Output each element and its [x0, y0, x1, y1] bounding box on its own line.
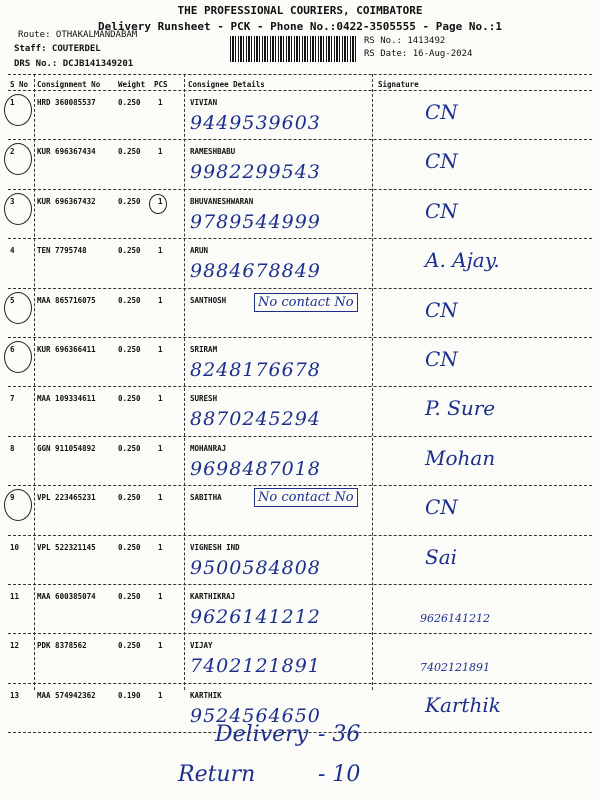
rs-number: RS No.: 1413492 [364, 36, 446, 46]
row-consignment: KUR 696367434 [37, 147, 96, 157]
row-pcs: 1 [158, 345, 163, 354]
row-separator [8, 386, 592, 387]
row-phone: 8248176678 [190, 359, 321, 381]
row-consignment: HRD 360085537 [37, 98, 96, 107]
row-signature: CN [425, 347, 458, 371]
row-pcs: 1 [158, 394, 163, 404]
no-contact-stamp: No contact No [254, 488, 358, 507]
row-consignee-name: SANTHOSH [190, 295, 227, 305]
row-sno: 2 [10, 147, 15, 157]
col-weight: Weight [118, 80, 146, 89]
row-consignment: MAA 865716075 [37, 295, 96, 305]
row-signature: P. Sure [425, 396, 496, 421]
row-separator [8, 584, 592, 585]
table-row [0, 240, 600, 292]
col-sno: S No [10, 80, 29, 89]
row-consignee-name: RAMESHBABU [190, 147, 236, 157]
row-phone: 8870245294 [190, 408, 321, 431]
return-label: Return [178, 762, 256, 787]
row-separator [8, 238, 592, 239]
row-signature: 9626141212 [420, 612, 490, 625]
row-sno: 10 [10, 542, 20, 552]
row-weight: 0.250 [118, 345, 141, 354]
row-separator [8, 633, 592, 634]
row-consignee-name: KARTHIKRAJ [190, 592, 236, 601]
row-weight: 0.250 [118, 542, 141, 552]
row-pcs: 1 [158, 690, 163, 700]
row-separator [8, 436, 592, 437]
row-separator [8, 139, 592, 140]
table-row [0, 635, 600, 687]
row-weight: 0.250 [118, 98, 141, 107]
row-phone: 9626141212 [190, 606, 321, 628]
table-row [0, 487, 600, 539]
row-pcs: 1 [158, 641, 163, 651]
row-signature: CN [425, 297, 458, 322]
row-separator [8, 288, 592, 289]
row-consignment: MAA 574942362 [37, 690, 96, 700]
no-contact-stamp: No contact No [254, 293, 358, 312]
row-phone: 9698487018 [190, 457, 321, 480]
row-weight: 0.250 [118, 592, 141, 601]
staff-text: Staff: COUTERDEL [14, 44, 101, 54]
row-signature: CN [425, 149, 458, 174]
row-separator [8, 189, 592, 190]
return-count: - 10 [318, 762, 361, 787]
row-phone: 9524564650 [190, 704, 321, 727]
row-pcs: 1 [158, 295, 163, 305]
row-pcs: 1 [158, 147, 163, 157]
row-consignee-name: SABITHA [190, 493, 222, 503]
row-phone: 9884678849 [190, 260, 321, 283]
row-signature: Karthik [425, 692, 501, 717]
row-separator [8, 337, 592, 338]
row-sno: 5 [10, 295, 15, 305]
handwritten-circle-mark [4, 489, 32, 521]
row-signature: CN [425, 495, 458, 520]
row-consignee-name: VIGNESH IND [190, 542, 240, 552]
table-row [0, 438, 600, 490]
route-text: Route: OTHAKALMANDABAM [18, 30, 138, 40]
row-weight: 0.250 [118, 246, 141, 256]
row-consignment: KUR 696366411 [37, 345, 96, 354]
row-signature: CN [425, 198, 458, 223]
row-sno: 8 [10, 443, 15, 453]
row-consignment: GGN 911054892 [37, 443, 96, 453]
row-sno: 6 [10, 345, 15, 354]
col-pcs: PCS [154, 80, 168, 89]
row-phone: 9500584808 [190, 556, 321, 579]
row-signature: A. Ajay. [425, 248, 500, 273]
row-consignee-name: SURESH [190, 394, 218, 404]
row-phone: 9449539603 [190, 112, 321, 134]
row-sno: 3 [10, 196, 15, 206]
row-consignee-name: VIJAY [190, 641, 213, 651]
row-signature: Mohan [425, 445, 496, 470]
row-weight: 0.250 [118, 493, 141, 503]
row-separator [8, 683, 592, 684]
col-signature: Signature [378, 80, 419, 89]
row-sno: 13 [10, 690, 20, 700]
row-weight: 0.250 [118, 147, 141, 157]
row-weight: 0.250 [118, 295, 141, 305]
table-row [0, 586, 600, 638]
row-consignee-name: ARUN [190, 246, 209, 256]
row-weight: 0.190 [118, 690, 141, 700]
row-separator [8, 485, 592, 486]
row-separator [8, 535, 592, 536]
row-phone: 7402121891 [190, 655, 321, 678]
row-weight: 0.250 [118, 443, 141, 453]
row-consignee-name: MOHANRAJ [190, 443, 227, 453]
table-row [0, 388, 600, 440]
header-rule-bottom [8, 90, 592, 91]
handwritten-circle-mark [4, 94, 32, 126]
row-consignment: MAA 600385074 [37, 592, 96, 601]
table-row [0, 191, 600, 243]
table-row [0, 141, 600, 193]
row-sno: 11 [10, 592, 20, 601]
row-consignment: TEN 7795748 [37, 246, 87, 256]
row-weight: 0.250 [118, 196, 141, 206]
row-weight: 0.250 [118, 394, 141, 404]
row-phone: 9982299543 [190, 161, 321, 184]
handwritten-circle-mark [4, 193, 32, 225]
handwritten-circle-mark [4, 341, 32, 373]
header-rule-top [8, 74, 592, 75]
row-sno: 9 [10, 493, 15, 503]
row-pcs: 1 [158, 246, 163, 256]
row-consignment: VPL 223465231 [37, 493, 96, 503]
row-sno: 1 [10, 98, 15, 107]
row-pcs: 1 [158, 542, 163, 552]
handwritten-circle-mark [4, 292, 32, 324]
row-pcs: 1 [158, 98, 163, 107]
row-consignee-name: KARTHIK [190, 690, 222, 700]
row-weight: 0.250 [118, 641, 141, 651]
delivery-count: - 36 [318, 722, 361, 747]
table-row [0, 290, 600, 342]
row-consignment: KUR 696367432 [37, 196, 96, 206]
handwritten-circle-mark [149, 194, 167, 214]
table-row [0, 537, 600, 589]
row-consignment: VPL 522321145 [37, 542, 96, 552]
table-row [0, 92, 600, 144]
drs-number: DRS No.: DCJB141349201 [14, 59, 134, 69]
row-pcs: 1 [158, 592, 163, 601]
col-consignment: Consignment No [37, 80, 101, 89]
row-sno: 7 [10, 394, 15, 404]
row-consignee-name: BHUVANESHWARAN [190, 196, 254, 206]
row-consignment: PDK 8378562 [37, 641, 87, 651]
row-consignee-name: SRIRAM [190, 345, 218, 354]
row-consignee-name: VIVIAN [190, 98, 218, 107]
rs-date: RS Date: 16-Aug-2024 [364, 49, 473, 59]
col-consignee: Consignee Details [188, 80, 265, 89]
row-signature: CN [425, 100, 458, 124]
company-title: THE PROFESSIONAL COURIERS, COIMBATORE [177, 4, 423, 17]
row-pcs: 1 [158, 196, 163, 206]
delivery-label: Delivery [215, 722, 309, 747]
row-pcs: 1 [158, 443, 163, 453]
table-row [0, 339, 600, 391]
barcode [230, 36, 358, 62]
handwritten-circle-mark [4, 143, 32, 175]
row-sno: 4 [10, 246, 15, 256]
row-pcs: 1 [158, 493, 163, 503]
row-phone: 9789544999 [190, 210, 321, 233]
runsheet-subtitle: Delivery Runsheet - PCK - Phone No.:0422-3505555 - Page No.:1 [98, 20, 502, 33]
row-sno: 12 [10, 641, 20, 651]
row-consignment: MAA 109334611 [37, 394, 96, 404]
row-signature: Sai [425, 544, 458, 569]
row-signature: 7402121891 [420, 661, 490, 675]
